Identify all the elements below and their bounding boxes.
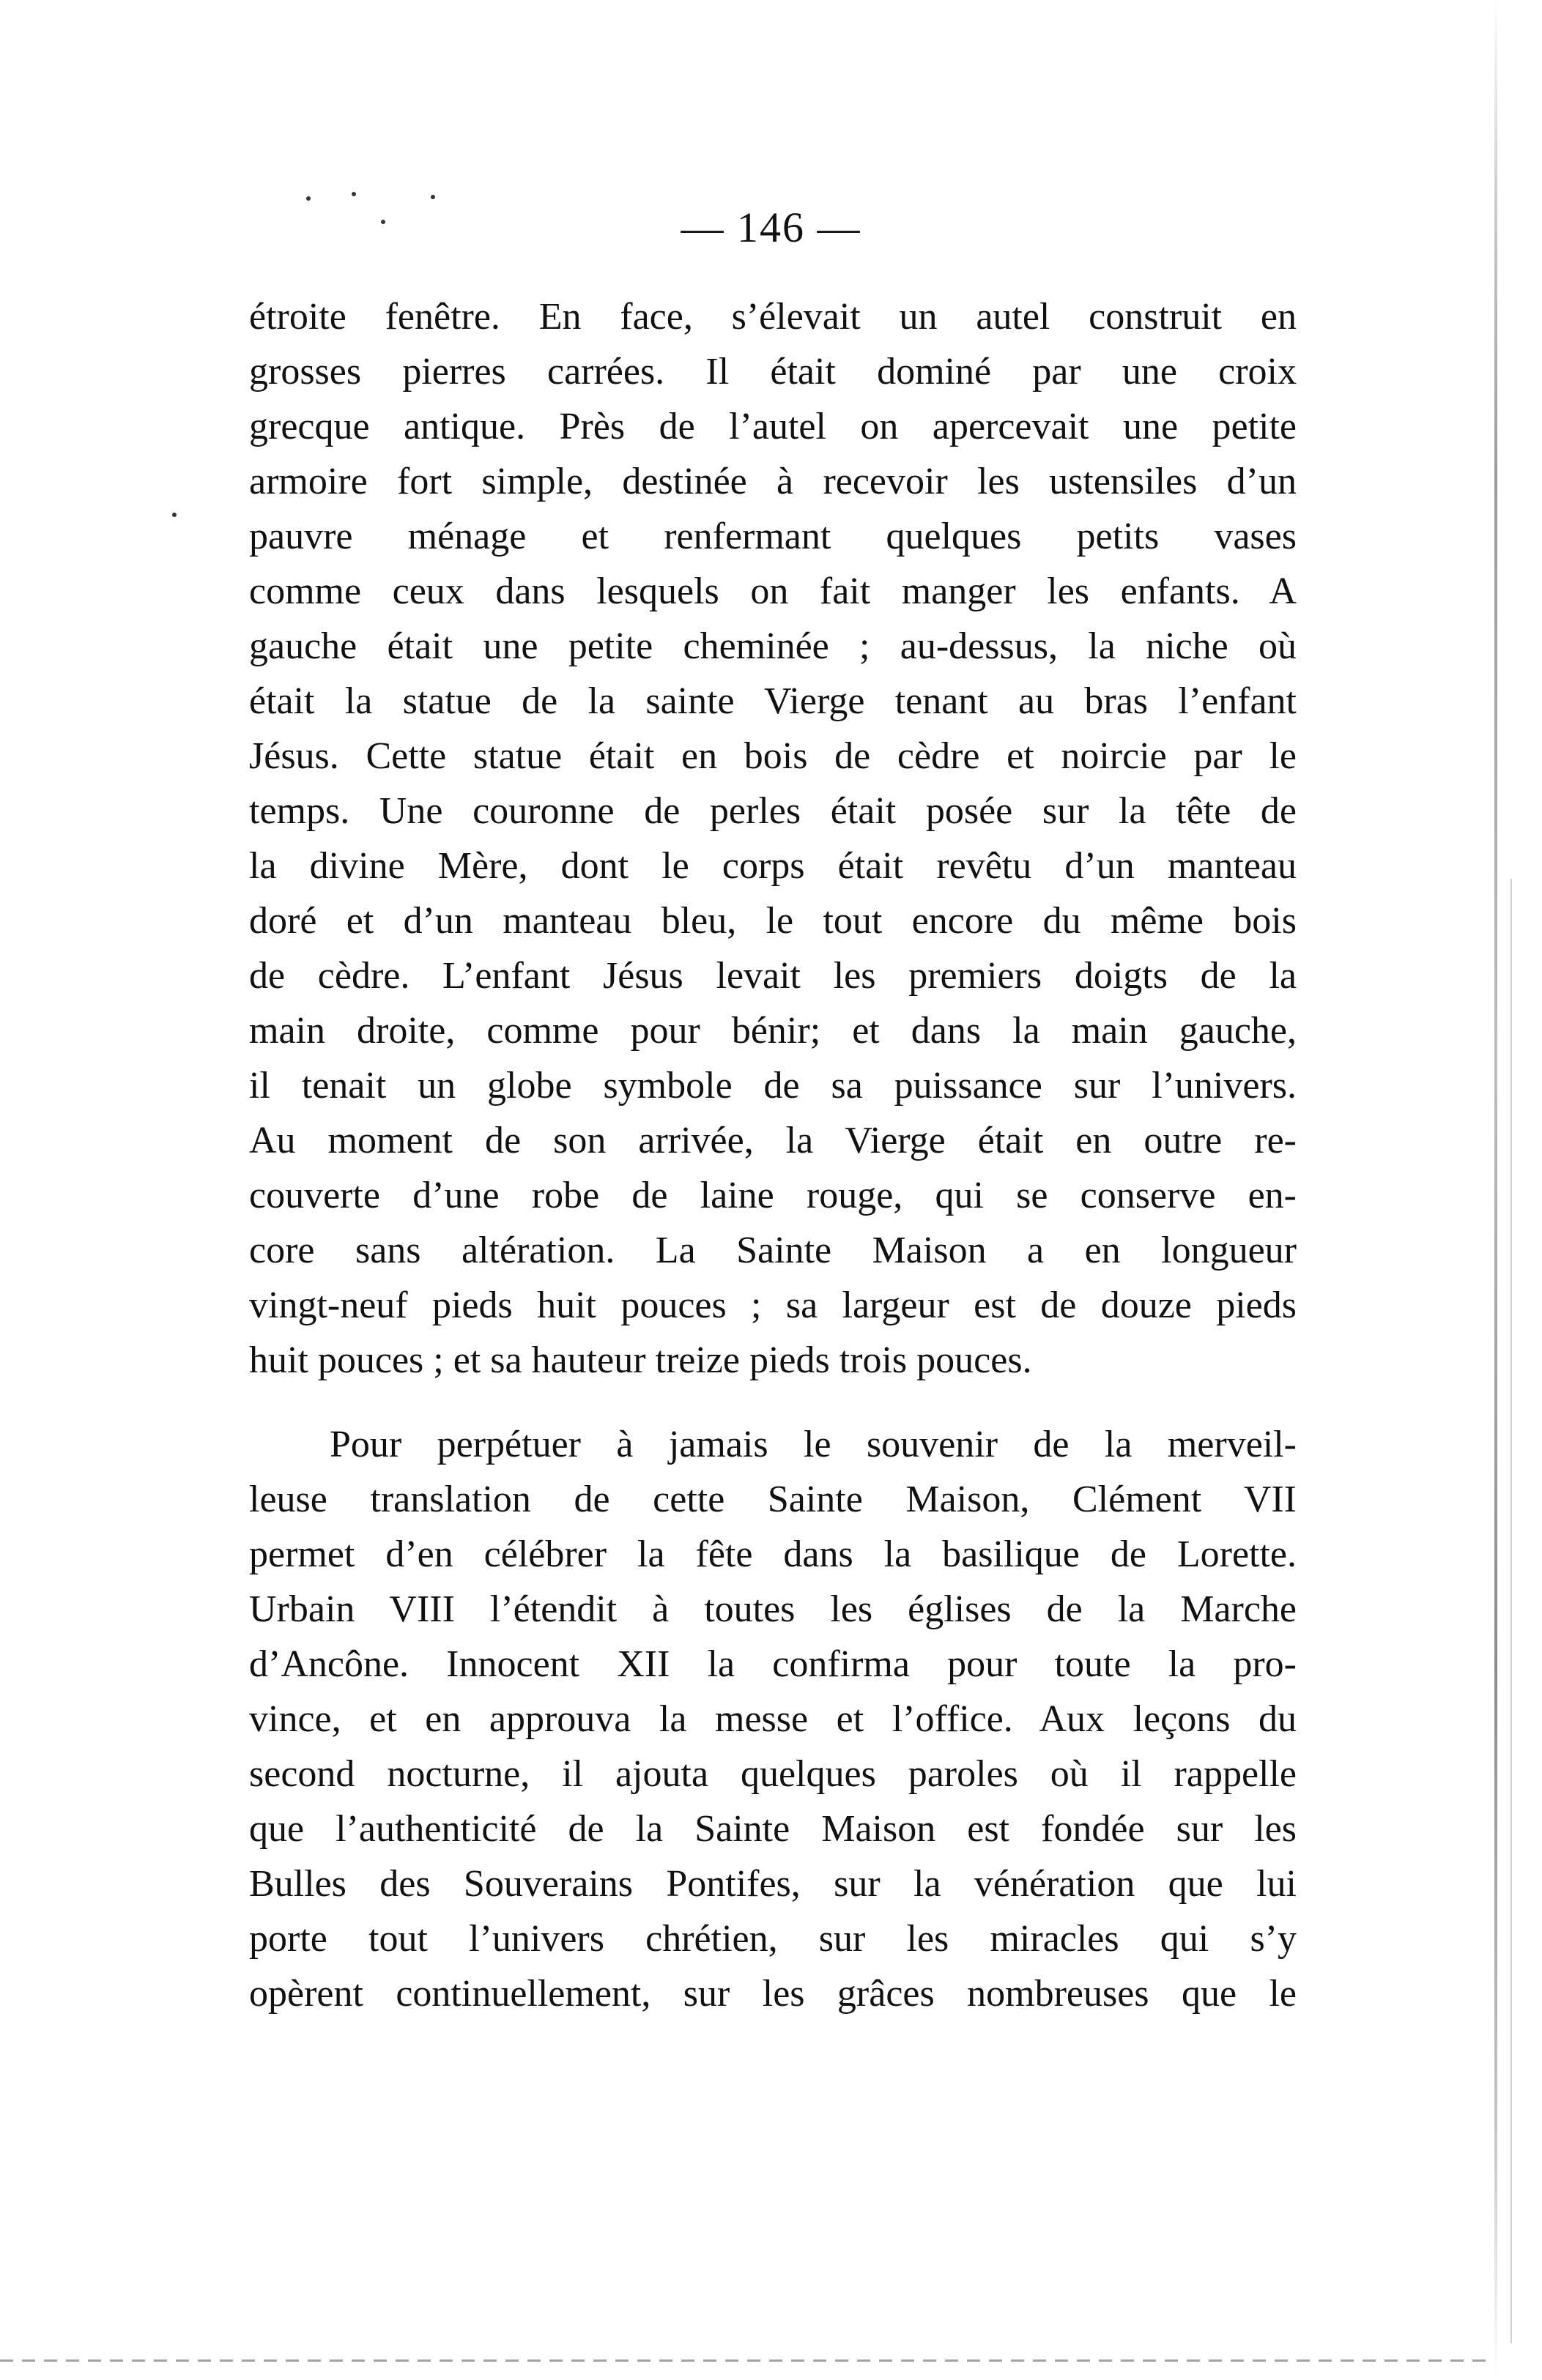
text-line: couverte d’une robe de laine rouge, qui se conserve en- bbox=[249, 1175, 1297, 1216]
text-line: permet d’en célébrer la fête dans la basilique de Lorette. bbox=[249, 1533, 1297, 1575]
text-line: Pour perpétuer à jamais le souvenir de la merveil- bbox=[330, 1424, 1297, 1465]
text-line: core sans altération. La Sainte Maison a en longueur bbox=[249, 1230, 1297, 1271]
text-line: second nocturne, il ajouta quelques paroles où il rappelle bbox=[249, 1753, 1297, 1795]
text-line: gauche était une petite cheminée ; au-dessus, la niche où bbox=[249, 625, 1297, 667]
text-line: grosses pierres carrées. Il était dominé par une croix bbox=[249, 351, 1297, 393]
text-line: porte tout l’univers chrétien, sur les miracles qui s’y bbox=[249, 1918, 1297, 1960]
text-line: huit pouces ; et sa hauteur treize pieds trois pouces. bbox=[249, 1339, 1032, 1381]
text-line: que l’authenticité de la Sainte Maison est fondée sur les bbox=[249, 1808, 1297, 1850]
text-line: vingt-neuf pieds huit pouces ; sa largeur est de douze pieds bbox=[249, 1284, 1297, 1326]
text-line: comme ceux dans lesquels on fait manger les enfants. A bbox=[249, 570, 1297, 612]
page-number: — 146 — bbox=[681, 204, 861, 251]
text-line: armoire fort simple, destinée à recevoir les ustensiles d’un bbox=[249, 461, 1297, 502]
text-line: doré et d’un manteau bleu, le tout encore du même bois bbox=[249, 900, 1297, 942]
text-line: Bulles des Souverains Pontifes, sur la vénération que lui bbox=[249, 1863, 1297, 1905]
text-line: de cèdre. L’enfant Jésus levait les premiers doigts de la bbox=[249, 955, 1297, 997]
body-text bbox=[249, 289, 1297, 2021]
text-line: grecque antique. Près de l’autel on apercevait une petite bbox=[249, 406, 1297, 447]
text-line: étroite fenêtre. En face, s’élevait un autel construit en bbox=[249, 296, 1297, 338]
text-line: Urbain VIII l’étendit à toutes les églises de la Marche bbox=[249, 1588, 1297, 1630]
print-speck bbox=[352, 192, 356, 196]
text-line: Jésus. Cette statue était en bois de cèdre et noircie par le bbox=[249, 735, 1297, 777]
print-speck bbox=[172, 513, 177, 517]
print-speck bbox=[306, 196, 311, 201]
text-line: était la statue de la sainte Vierge tenant au bras l’enfant bbox=[249, 680, 1297, 722]
text-line: d’Ancône. Innocent XII la confirma pour toute la pro- bbox=[249, 1643, 1297, 1685]
text-line: opèrent continuellement, sur les grâces nombreuses que le bbox=[249, 1973, 1297, 2015]
text-line: leuse translation de cette Sainte Maison, Clément VII bbox=[249, 1479, 1297, 1520]
page-bottom-edge bbox=[0, 2359, 1494, 2362]
text-line: main droite, comme pour bénir; et dans la main gauche, bbox=[249, 1010, 1297, 1052]
text-line: Au moment de son arrivée, la Vierge était en outre re- bbox=[249, 1120, 1297, 1161]
paragraph-gap bbox=[249, 1388, 1297, 1417]
paragraph-2 bbox=[249, 1417, 1297, 2021]
text-line: vince, et en approuva la messe et l’office. Aux leçons du bbox=[249, 1698, 1297, 1740]
page-edge-line bbox=[1511, 879, 1512, 2343]
text-line: pauvre ménage et renfermant quelques petits vases bbox=[249, 516, 1297, 557]
text-line: temps. Une couronne de perles était posée sur la tête de bbox=[249, 790, 1297, 832]
page-edge-shadow bbox=[1494, 0, 1497, 2380]
text-line: il tenait un globe symbole de sa puissance sur l’univers. bbox=[249, 1065, 1297, 1107]
print-speck bbox=[381, 220, 385, 224]
paragraph-1 bbox=[249, 289, 1297, 1388]
text-line: la divine Mère, dont le corps était revêtu d’un manteau bbox=[249, 845, 1297, 887]
print-speck bbox=[431, 195, 435, 199]
